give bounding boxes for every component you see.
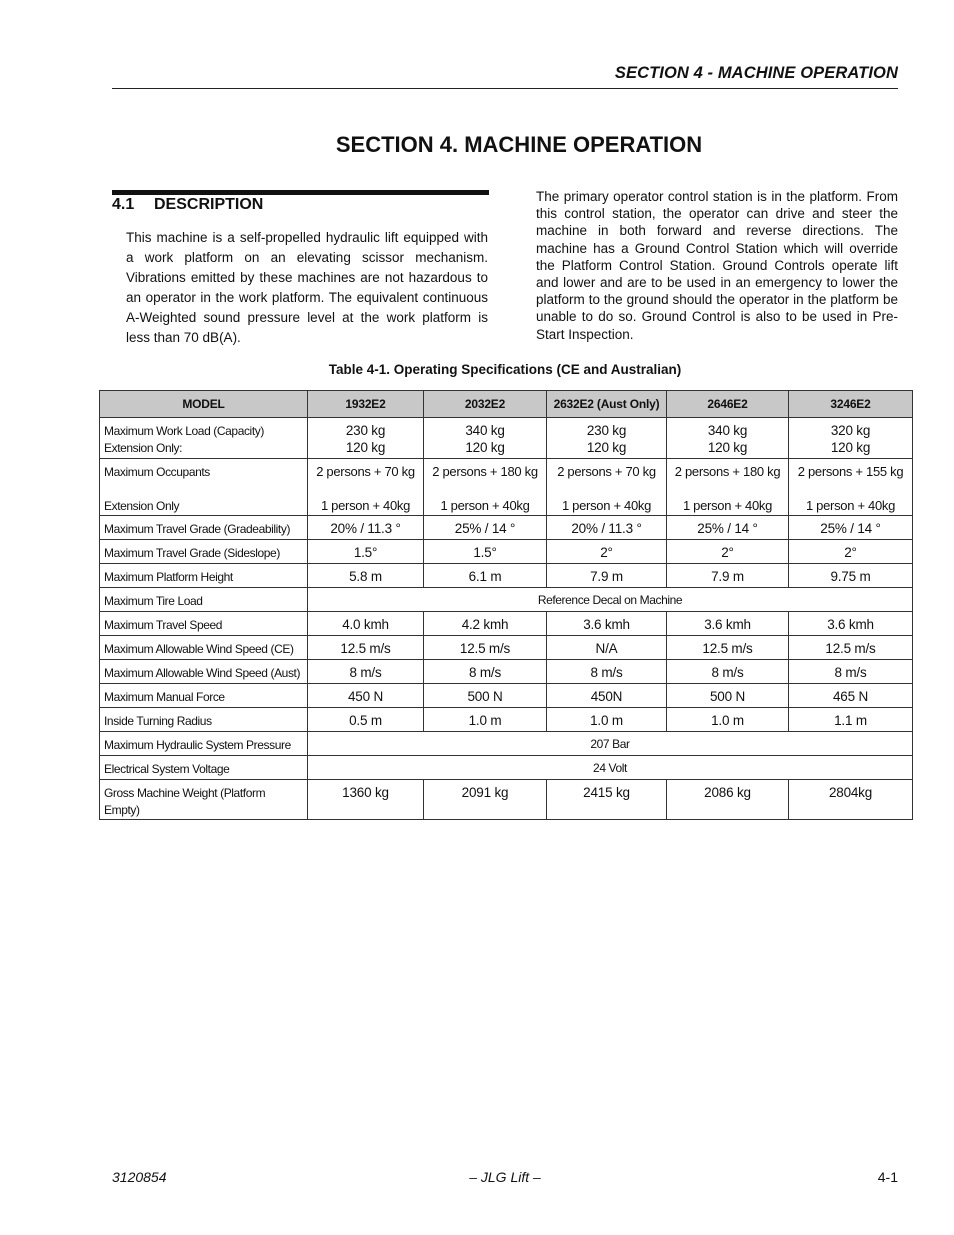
row-label: Maximum Manual Force <box>100 684 308 708</box>
table-cell: 340 kg 120 kg <box>424 418 547 459</box>
table-cell: 230 kg 120 kg <box>308 418 424 459</box>
table-cell: N/A <box>547 636 667 660</box>
table-cell: 1.5° <box>424 540 547 564</box>
operating-specifications-table <box>99 390 913 820</box>
table-cell: 320 kg 120 kg <box>789 418 913 459</box>
row-label: Maximum Travel Grade (Gradeability) <box>100 516 308 540</box>
footer-doc-number: 3120854 <box>112 1169 167 1185</box>
table-row <box>100 564 913 588</box>
table-row <box>100 708 913 732</box>
table-cell: 12.5 m/s <box>308 636 424 660</box>
footer-page-number: 4-1 <box>877 1169 898 1185</box>
table-cell: 2 persons + 155 kg 1 person + 40kg <box>789 459 913 516</box>
section-title: DESCRIPTION <box>154 196 264 213</box>
table-cell: 7.9 m <box>547 564 667 588</box>
table-cell: 340 kg 120 kg <box>667 418 789 459</box>
table-cell: 25% / 14 ° <box>789 516 913 540</box>
table-cell: 20% / 11.3 ° <box>547 516 667 540</box>
table-cell-span: 207 Bar <box>308 732 913 756</box>
table-row <box>100 516 913 540</box>
table-cell: 8 m/s <box>547 660 667 684</box>
table-cell: 1.5° <box>308 540 424 564</box>
table-cell: 2° <box>667 540 789 564</box>
table-cell-span: 24 Volt <box>308 756 913 780</box>
table-cell: 500 N <box>424 684 547 708</box>
table-cell: 5.8 m <box>308 564 424 588</box>
row-label: Maximum Occupants Extension Only <box>100 459 308 516</box>
header-2632e2: 2632E2 (Aust Only) <box>547 391 667 418</box>
table-cell: 2804kg <box>789 780 913 820</box>
header-3246e2: 3246E2 <box>789 391 913 418</box>
table-row <box>100 684 913 708</box>
table-cell: 8 m/s <box>789 660 913 684</box>
row-label: Maximum Travel Grade (Sideslope) <box>100 540 308 564</box>
table-cell: 3.6 kmh <box>789 612 913 636</box>
section-heading <box>112 196 263 214</box>
page-title: SECTION 4. MACHINE OPERATION <box>335 132 703 157</box>
table-cell: 500 N <box>667 684 789 708</box>
footer-publisher: – JLG Lift – <box>469 1169 541 1185</box>
header-rule <box>112 88 898 89</box>
row-label: Gross Machine Weight (Platform Empty) <box>100 780 308 820</box>
table-row <box>100 459 913 516</box>
table-cell: 4.0 kmh <box>308 612 424 636</box>
section-rule <box>112 190 489 195</box>
table-cell: 8 m/s <box>308 660 424 684</box>
table-cell: 4.2 kmh <box>424 612 547 636</box>
table-cell: 7.9 m <box>667 564 789 588</box>
table-cell: 2° <box>789 540 913 564</box>
table-caption: Table 4-1. Operating Specifications (CE and Australian) <box>328 362 682 377</box>
table-cell: 12.5 m/s <box>789 636 913 660</box>
table-row <box>100 732 913 756</box>
table-cell: 1360 kg <box>308 780 424 820</box>
header-1932e2: 1932E2 <box>308 391 424 418</box>
table-cell: 25% / 14 ° <box>424 516 547 540</box>
row-label: Maximum Tire Load <box>100 588 308 612</box>
table-cell: 8 m/s <box>667 660 789 684</box>
table-cell: 1.0 m <box>424 708 547 732</box>
row-label: Inside Turning Radius <box>100 708 308 732</box>
row-label: Maximum Work Load (Capacity) Extension Only: <box>100 418 308 459</box>
table-cell: 2 persons + 70 kg 1 person + 40kg <box>547 459 667 516</box>
table-cell: 450N <box>547 684 667 708</box>
table-header-row <box>100 391 913 418</box>
table-cell: 0.5 m <box>308 708 424 732</box>
table-cell: 230 kg 120 kg <box>547 418 667 459</box>
table-cell: 20% / 11.3 ° <box>308 516 424 540</box>
description-paragraph-left: This machine is a self-propelled hydraulic lift equipped with a work platform on an elevating scissor mechanism. Vibrations emitted by these machines are not hazardous to an operator in the work platform. The equivalent continuous A-Weighted sound pressure level at the work platform is less than 70 dB(A). <box>126 230 488 345</box>
header-2646e2: 2646E2 <box>667 391 789 418</box>
description-paragraph-right: The primary operator control station is in the platform. From this control station, the operator can drive and steer the machine in both forward and reverse directions. The machine has a Ground Control Station which will override the Platform Control Station. Ground Controls operate lift and lower and are to be used in an emergency to lower the platform to the ground should the operator in the platform be unable to do so. Ground Control is also to be used in Pre-Start Inspection. <box>536 189 898 342</box>
table-cell: 1.0 m <box>547 708 667 732</box>
table-cell: 2091 kg <box>424 780 547 820</box>
table-row <box>100 588 913 612</box>
table-cell: 25% / 14 ° <box>667 516 789 540</box>
table-cell: 1.1 m <box>789 708 913 732</box>
table-cell: 2415 kg <box>547 780 667 820</box>
table-row <box>100 636 913 660</box>
table-cell: 12.5 m/s <box>667 636 789 660</box>
row-label: Maximum Allowable Wind Speed (CE) <box>100 636 308 660</box>
table-row <box>100 780 913 820</box>
table-cell: 450 N <box>308 684 424 708</box>
row-label: Maximum Allowable Wind Speed (Aust) <box>100 660 308 684</box>
table-cell: 2° <box>547 540 667 564</box>
row-label: Maximum Platform Height <box>100 564 308 588</box>
table-cell: 2 persons + 180 kg 1 person + 40kg <box>424 459 547 516</box>
table-cell: 6.1 m <box>424 564 547 588</box>
table-row <box>100 612 913 636</box>
row-label: Maximum Travel Speed <box>100 612 308 636</box>
table-cell: 1.0 m <box>667 708 789 732</box>
table-cell: 465 N <box>789 684 913 708</box>
header-model: MODEL <box>100 391 308 418</box>
table-cell: 8 m/s <box>424 660 547 684</box>
table-row <box>100 660 913 684</box>
table-cell: 9.75 m <box>789 564 913 588</box>
table-cell: 2 persons + 180 kg 1 person + 40kg <box>667 459 789 516</box>
row-label: Maximum Hydraulic System Pressure <box>100 732 308 756</box>
row-label: Electrical System Voltage <box>100 756 308 780</box>
table-row <box>100 540 913 564</box>
table-row <box>100 418 913 459</box>
table-cell: 2 persons + 70 kg 1 person + 40kg <box>308 459 424 516</box>
table-cell: 3.6 kmh <box>667 612 789 636</box>
section-number: 4.1 <box>112 196 135 213</box>
table-cell-span: Reference Decal on Machine <box>308 588 913 612</box>
header-title: SECTION 4 - MACHINE OPERATION <box>614 64 898 82</box>
table-row <box>100 756 913 780</box>
table-cell: 12.5 m/s <box>424 636 547 660</box>
table-cell: 2086 kg <box>667 780 789 820</box>
table-cell: 3.6 kmh <box>547 612 667 636</box>
header-2032e2: 2032E2 <box>424 391 547 418</box>
